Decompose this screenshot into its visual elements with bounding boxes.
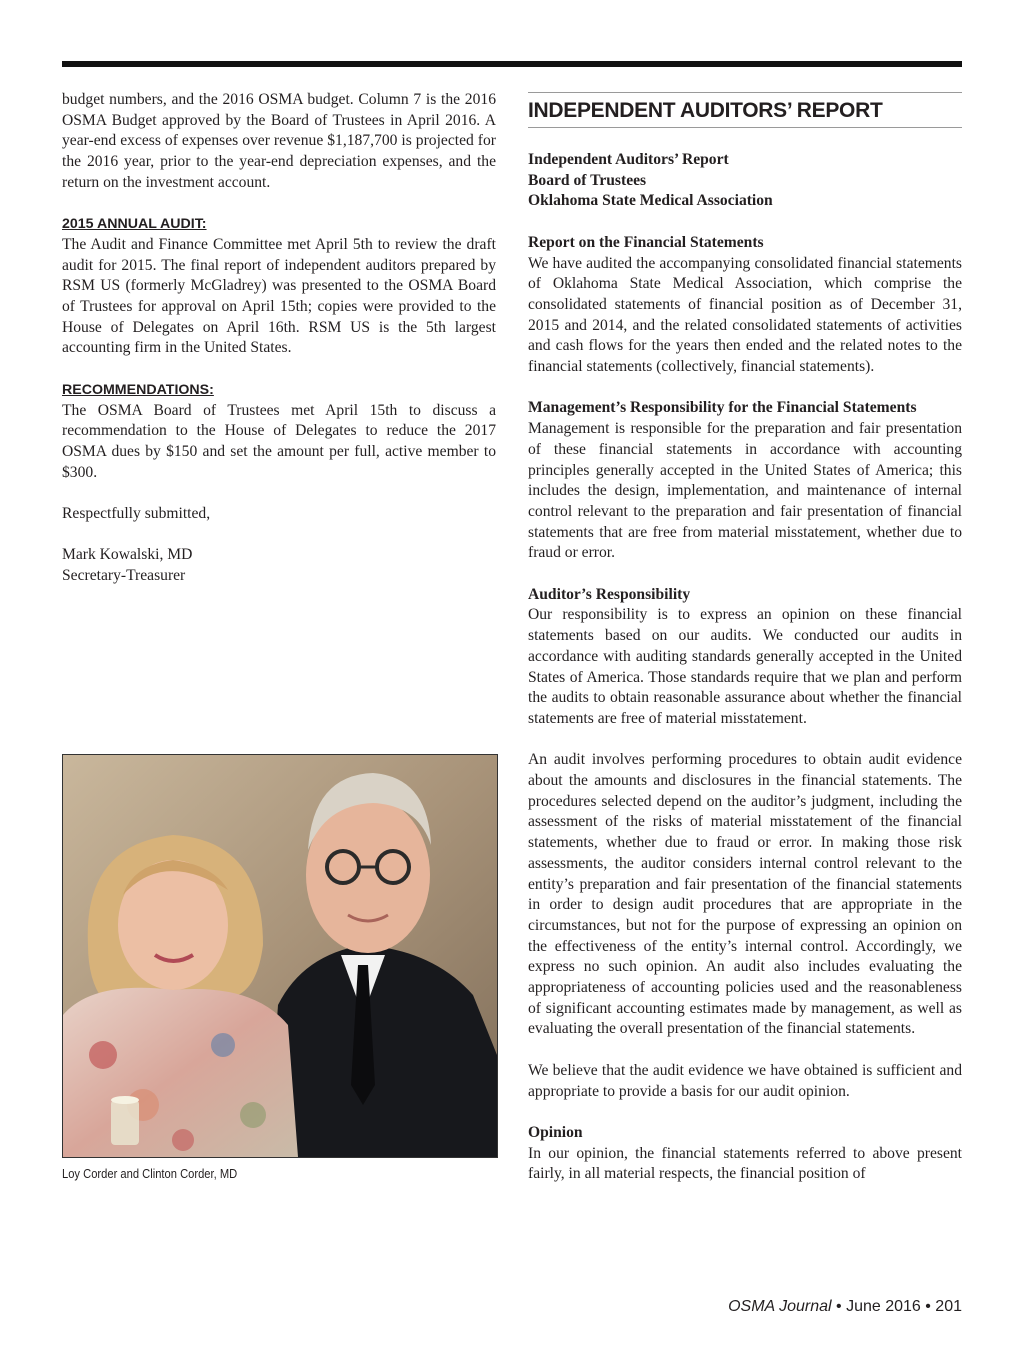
footer-separator: •	[831, 1298, 847, 1315]
auditor-paragraph: Our responsibility is to express an opinion on these financial statements based on our audits. We conducted our audits in accordance with auditing standards generally accepted in the United States of America. Those standards require that we plan and perform the audits to obtain reasonable assurance about whether the financial statements are free of material misstatement.	[528, 606, 962, 727]
page-footer	[728, 1298, 962, 1316]
footer-separator: •	[920, 1298, 936, 1315]
audit-heading: 2015 ANNUAL AUDIT:	[62, 216, 207, 233]
left-column	[62, 90, 496, 587]
section-title-bar	[528, 92, 962, 128]
section-title: INDEPENDENT AUDITORS’ REPORT	[528, 99, 883, 122]
footer-journal: OSMA Journal	[728, 1298, 832, 1315]
evidence-paragraph: We believe that the audit evidence we have obtained is sufficient and appropriate to provide a basis for our audit opinion.	[528, 1061, 962, 1100]
audit-involves-paragraph: An audit involves performing procedures to obtain audit evidence about the amounts and disclosures in the financial statements. The procedures selected depend on the auditor’s judgment, including the assessment of the risks of material misstatement of the financial statements, whether due to fraud or error. In making those risk assessments, the auditor considers internal control relevant to the entity’s preparation and fair presentation of the financial statements in order to design audit procedures that are appropriate in the circumstances, but not for the purpose of expressing an opinion on the effectiveness of the entity’s internal control. Accordingly, we express no such opinion. An audit also includes evaluating the appropriateness of accounting policies used and the reasonableness of significant accounting estimates made by management, as well as evaluating the overall presentation of the financial statements.	[528, 751, 962, 1038]
closing-line: Respectfully submitted,	[62, 505, 211, 523]
address-line-2: Board of Trustees	[528, 171, 647, 189]
financial-statements-paragraph: We have audited the accompanying consolidated financial statements of Oklahoma State Medical Association, which comprise the consolidated statements of financial position as of December 31, 2015 and 2014, and the related consolidated statements of activities and cash flows for the years then ended and the related notes to the financial statements (collectively, financial statements).	[528, 254, 962, 376]
financial-statements-heading: Report on the Financial Statements	[528, 233, 764, 251]
management-heading: Management’s Responsibility for the Financial Statements	[528, 399, 917, 417]
auditor-heading: Auditor’s Responsibility	[528, 585, 691, 603]
recommendations-heading: RECOMMENDATIONS:	[62, 381, 214, 398]
signer-name: Mark Kowalski, MD	[62, 546, 193, 564]
audit-paragraph: The Audit and Finance Committee met April 5th to review the draft audit for 2015. The final report of independent auditors prepared by RSM US (formerly McGladrey) was presented to the OSMA Board of Trustees for approval on April 15th; copies were provided to the House of Delegates on April 16th. RSM US is the 5th largest accounting firm in the United States.	[62, 235, 496, 357]
signer-title: Secretary-Treasurer	[62, 567, 186, 585]
photo-caption: Loy Corder and Clinton Corder, MD	[62, 1166, 238, 1181]
footer-issue: June 2016	[846, 1298, 921, 1315]
corder-photo	[62, 754, 498, 1158]
address-line-1: Independent Auditors’ Report	[528, 151, 729, 168]
address-line-3: Oklahoma State Medical Association	[528, 192, 773, 210]
intro-paragraph: budget numbers, and the 2016 OSMA budget. Column 7 is the 2016 OSMA Budget approved by the Board of Trustees in April 2016. A year-end excess of expenses over revenue $1,187,700 is projected for the 2016 year, prior to the year-end depreciation expenses, and the return on the investment account.	[62, 91, 496, 191]
management-paragraph: Management is responsible for the preparation and fair presentation of these financial statements in accordance with accounting principles generally accepted in the United States of America; this includes the design, implementation, and maintenance of internal control relevant to the preparation and fair presentation of financial statements that are free from material misstatement, whether due to fraud or error.	[528, 420, 962, 562]
recommendations-paragraph: The OSMA Board of Trustees met April 15th to discuss a recommendation to the House of Delegates to reduce the 2017 OSMA dues by $150 and set the amount per full, active member to $300.	[62, 401, 496, 481]
top-rule	[62, 61, 962, 67]
opinion-paragraph: In our opinion, the financial statements referred to above present fairly, in all material respects, the financial position of	[528, 1144, 962, 1183]
photo-illustration	[63, 755, 497, 1157]
right-column	[528, 90, 962, 1185]
opinion-heading: Opinion	[528, 1123, 583, 1141]
footer-page-number: 201	[935, 1298, 962, 1315]
